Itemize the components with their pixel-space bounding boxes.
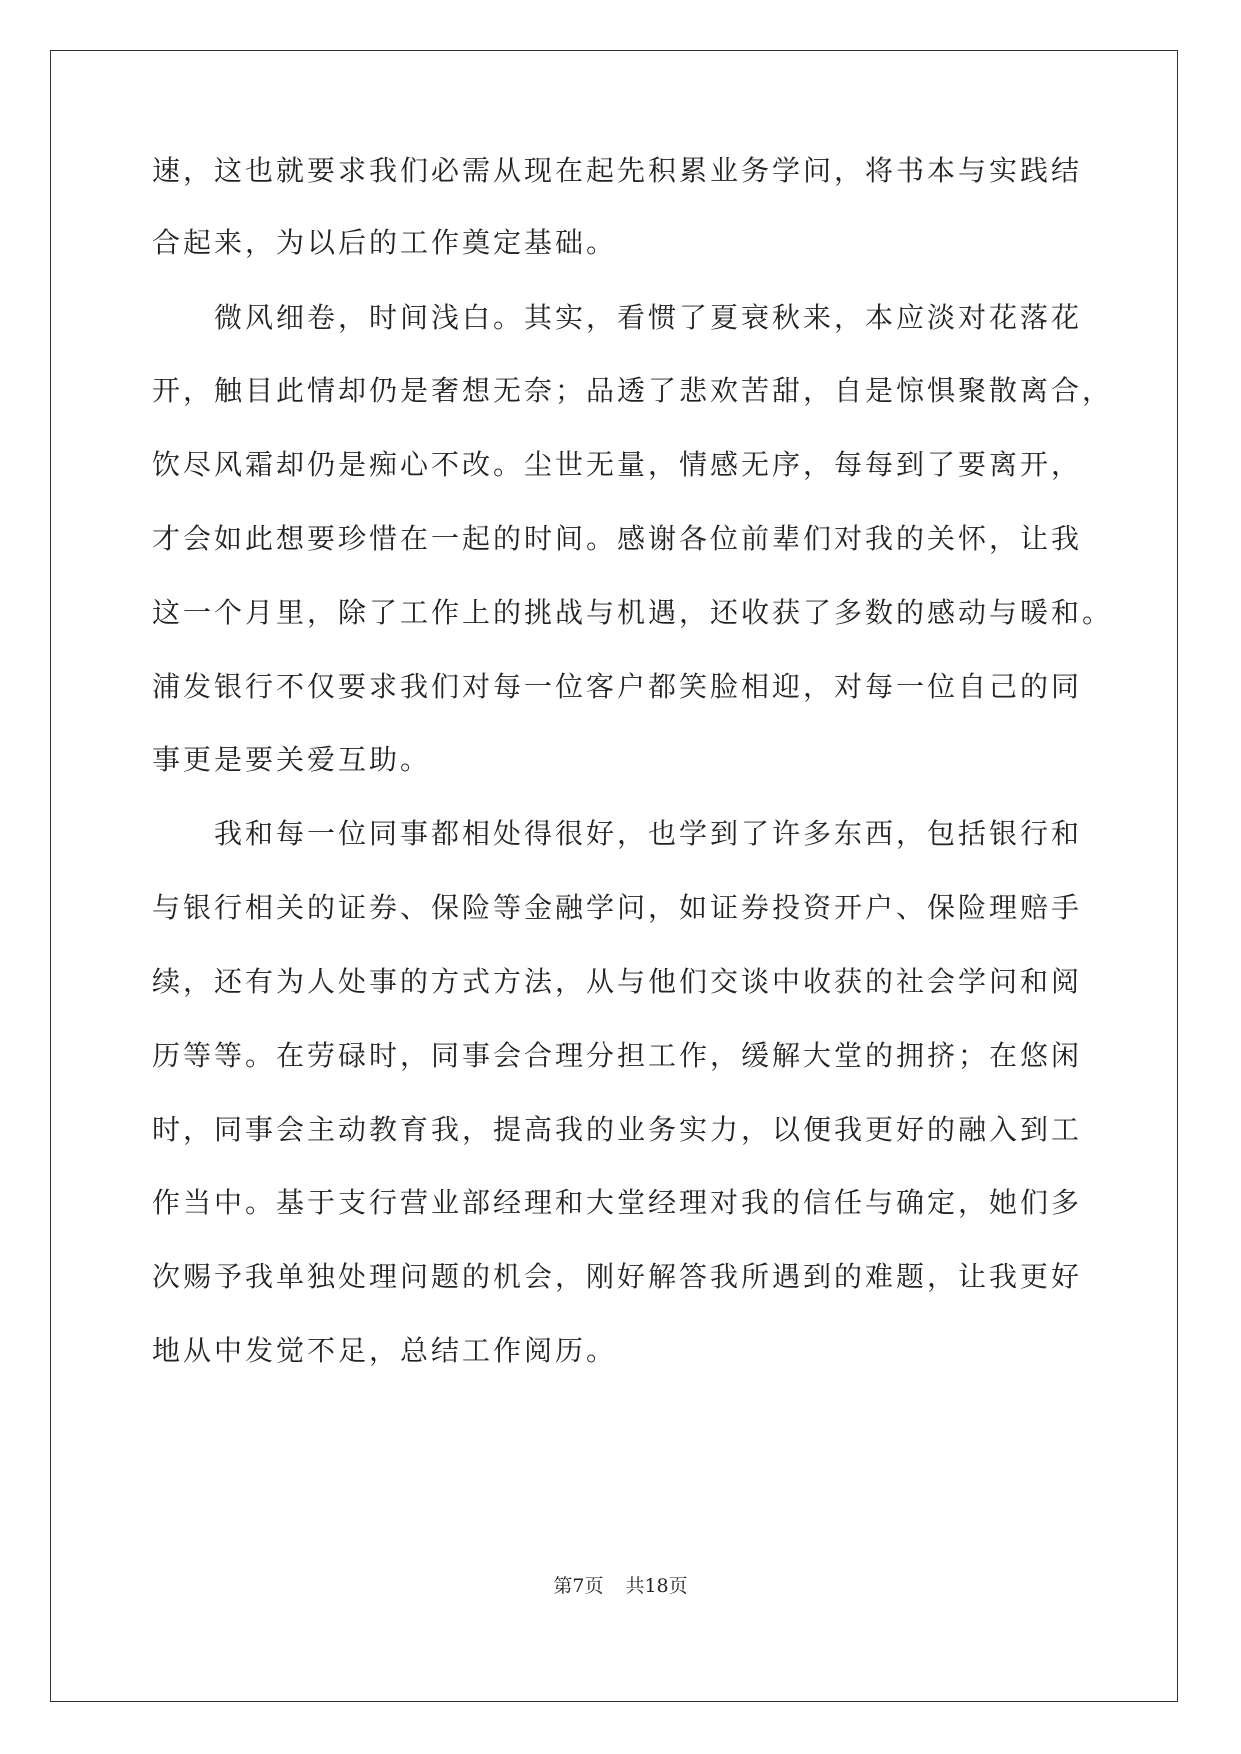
body-text-line: 续，还有为人处事的方式方法，从与他们交谈中收获的社会学问和阅	[152, 965, 1083, 998]
body-text-line: 合起来，为以后的工作奠定基础。	[152, 226, 618, 259]
body-text-line: 历等等。在劳碌时，同事会合理分担工作，缓解大堂的拥挤；在悠闲	[152, 1039, 1083, 1072]
page-footer	[0, 1572, 1241, 1600]
body-text-line: 微风细卷，时间浅白。其实，看惯了夏衰秋来，本应淡对花落花	[152, 301, 1083, 334]
body-text-line: 次赐予我单独处理问题的机会，刚好解答我所遇到的难题，让我更好	[152, 1260, 1083, 1293]
body-text-line: 地从中发觉不足，总结工作阅历。	[152, 1334, 618, 1367]
body-text-line: 时，同事会主动教育我，提高我的业务实力，以便我更好的融入到工	[152, 1113, 1083, 1146]
body-text-line: 作当中。基于支行营业部经理和大堂经理对我的信任与确定，她们多	[152, 1186, 1083, 1219]
body-text-line: 这一个月里，除了工作上的挑战与机遇，还收获了多数的感动与暖和。	[152, 596, 1114, 629]
body-text-line: 浦发银行不仅要求我们对每一位客户都笑脸相迎，对每一位自己的同	[152, 670, 1083, 703]
body-text-line: 才会如此想要珍惜在一起的时间。感谢各位前辈们对我的关怀，让我	[152, 522, 1083, 555]
total-pages: 共18页	[625, 1575, 688, 1597]
body-text-line: 速，这也就要求我们必需从现在起先积累业务学问，将书本与实践结	[152, 154, 1083, 187]
body-text-line: 事更是要关爱互助。	[152, 743, 432, 776]
body-text-line: 我和每一位同事都相处得很好，也学到了许多东西，包括银行和	[152, 817, 1083, 850]
body-text-line: 与银行相关的证券、保险等金融学问，如证券投资开户、保险理赔手	[152, 891, 1083, 924]
current-page-number: 第7页	[553, 1575, 604, 1597]
body-text-line: 开，触目此情却仍是奢想无奈；品透了悲欢苦甜，自是惊惧聚散离合，	[152, 374, 1114, 407]
body-text-line: 饮尽风霜却仍是痴心不改。尘世无量，情感无序，每每到了要离开，	[152, 448, 1083, 481]
